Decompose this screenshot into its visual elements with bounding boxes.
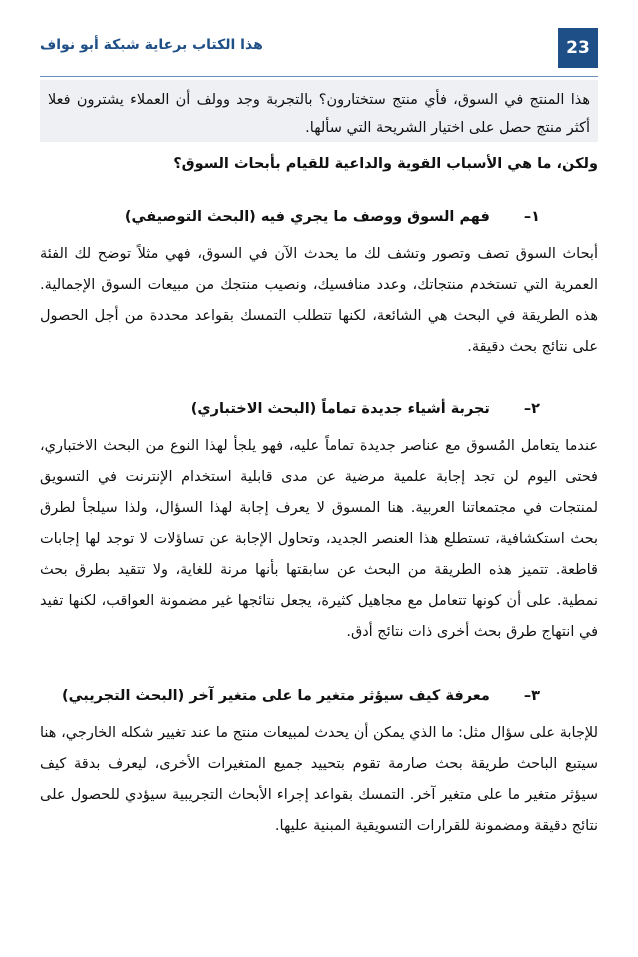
section-body: للإجابة على سؤال مثل: ما الذي يمكن أن يحدث لمبيعات منتج ما عند تغيير شكله الخارجي، هنا سيتبع الباحث طريقة بحث صارمة تقوم بتحييد جميع المتغيرات الأخرى، ليعرف بدقة كيف سيؤثر متغير ما على متغير آخر. التمسك بقواعد إجراء الأبحاث التجريبية سيؤدي للحصول على نتائج دقيقة ومضمونة للقرارات التسويقية المبنية عليها. <box>40 725 598 834</box>
section-number: ١– <box>523 209 540 225</box>
page-header <box>40 28 598 68</box>
intro-box <box>40 80 598 142</box>
section-number: ٣– <box>523 688 540 704</box>
section-body: أبحاث السوق تصف وتصور وتشف لك ما يحدث الآن في السوق، فهي مثلاً توضح لك الفئة العمرية التي تستخدم منتجاتك، وعدد منافسيك، ونصيب منتجك من مبيعات السوق الإجمالية. هذه الطريقة في البحث هي الشائعة، لكنها تتطلب التمسك بقواعد محددة من أجل الحصول على نتائج بحث دقيقة. <box>40 246 598 355</box>
section-title: تجربة أشياء جديدة تماماً (البحث الاختباري) <box>190 401 490 417</box>
section-body: عندما يتعامل المُسوق مع عناصر جديدة تماماً عليه، فهو يلجأ لهذا النوع من البحث الاختباري، فحتى اليوم لن تجد إجابة علمية مرضية عن مدى قابلية استخدام الإنترنت في التسويق لمنتجات في مجتمعاتنا العربية. هنا المسوق لا يعرف إجابة لهذا السؤال، ولذا سيلجأ لطرق بحث استكشافية، تستطلع هذا العنصر الجديد، وتحاول الإجابة عن تساؤلات لا توجد لها إجابات قاطعة. تتميز هذه الطريقة من البحث عن سابقتها بأنها مرنة للغاية، ولا تتقيد بطرق بحث نمطية. على أن كونها تتعامل مع مجاهيل كثيرة، يجعل نتائجها غير مضمونة العواقب، لكنها تفيد في انتهاج طرق بحث أخرى ذات نتائج أدق. <box>40 438 598 640</box>
section-title: فهم السوق ووصف ما يجري فيه (البحث التوصيفي) <box>124 209 490 225</box>
section-descriptive-research <box>40 203 598 363</box>
page-number: 23 <box>558 28 598 68</box>
intro-text: هذا المنتج في السوق، فأي منتج ستختارون؟ بالتجربة وجد وولف أن العملاء يشترون فعلا أكثر منتج حصل على اختيار الشريحة التي سألها. <box>48 92 590 136</box>
section-heading <box>40 203 598 231</box>
header-title: هذا الكتاب برعاية شبكة أبو نواف <box>40 37 263 53</box>
section-number: ٢– <box>523 401 540 417</box>
section-exploratory-research <box>40 395 598 648</box>
header-divider <box>40 76 598 77</box>
question-heading: ولكن، ما هي الأسباب القوية والداعية للقيام بأبحاث السوق؟ <box>173 156 598 172</box>
section-title: معرفة كيف سيؤثر متغير ما على متغير آخر (البحث التجريبي) <box>62 688 490 704</box>
section-heading <box>40 395 598 423</box>
section-experimental-research <box>40 682 598 842</box>
section-heading <box>40 682 598 710</box>
